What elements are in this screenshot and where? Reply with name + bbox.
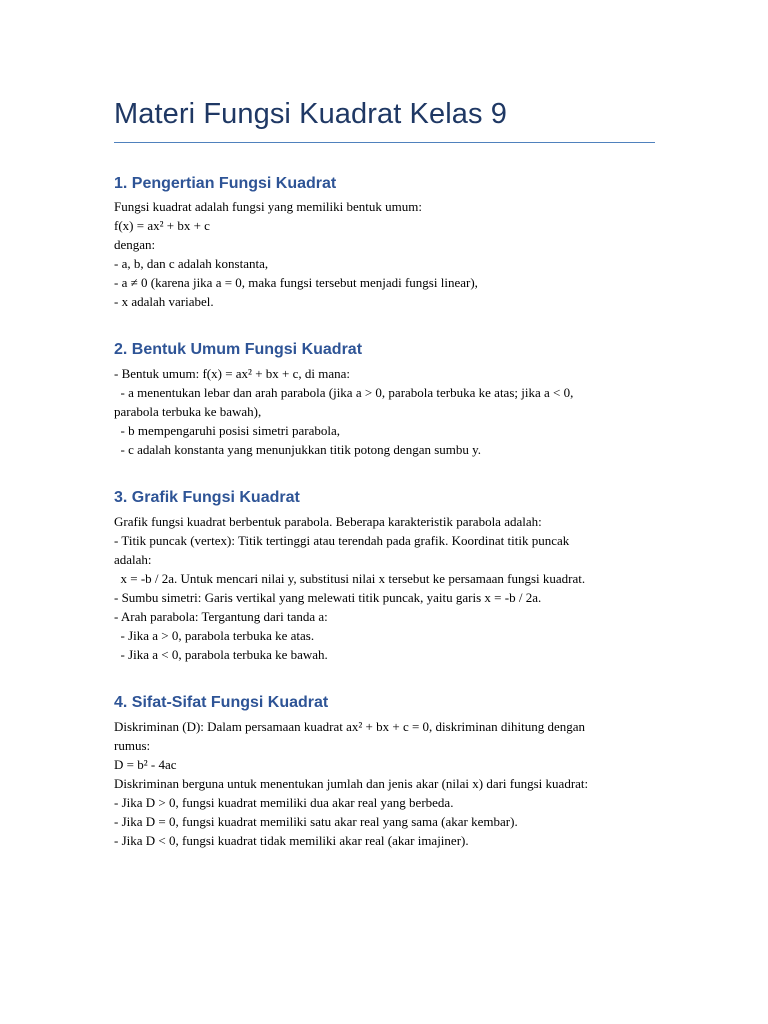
section-heading: 2. Bentuk Umum Fungsi Kuadrat [114,341,363,358]
list-item: - Jika D < 0, fungsi kuadrat tidak memiliki akar real (akar imajiner). [114,833,469,848]
list-item: - c adalah konstanta yang menunjukkan titik potong dengan sumbu y. [114,442,482,457]
formula-line: D = b² - 4ac [114,757,177,772]
document-page [114,94,655,850]
list-item: - a ≠ 0 (karena jika a = 0, maka fungsi tersebut menjadi fungsi linear), [114,275,478,290]
title-divider [114,142,655,143]
paragraph-line: dengan: [114,237,156,252]
section-pengertian [114,173,655,311]
list-item: - a, b, dan c adalah konstanta, [114,256,269,271]
formula-line: f(x) = ax² + bx + c [114,218,210,233]
paragraph-line: Grafik fungsi kuadrat berbentuk parabola. Beberapa karakteristik parabola adalah: [114,514,542,529]
section-heading: 3. Grafik Fungsi Kuadrat [114,489,300,506]
paragraph-line: Diskriminan berguna untuk menentukan jumlah dan jenis akar (nilai x) dari fungsi kuadrat: [114,776,589,791]
section-bentuk-umum [114,339,655,459]
section-grafik [114,487,655,664]
list-item: - Jika D > 0, fungsi kuadrat memiliki dua akar real yang berbeda. [114,795,454,810]
section-heading: 4. Sifat-Sifat Fungsi Kuadrat [114,694,329,711]
list-item: - Jika D = 0, fungsi kuadrat memiliki satu akar real yang sama (akar kembar). [114,814,518,829]
page-title: Materi Fungsi Kuadrat Kelas 9 [114,98,507,130]
section-heading: 1. Pengertian Fungsi Kuadrat [114,175,337,192]
list-item: - Jika a > 0, parabola terbuka ke atas. [114,628,315,643]
paragraph-line: adalah: [114,552,152,567]
list-item: - a menentukan lebar dan arah parabola (jika a > 0, parabola terbuka ke atas; jika a < 0, [114,385,574,400]
formula-line: x = -b / 2a. Untuk mencari nilai y, substitusi nilai x tersebut ke persamaan fungsi kuadrat. [114,571,586,586]
list-item: - b mempengaruhi posisi simetri parabola, [114,423,341,438]
list-item: - Titik puncak (vertex): Titik tertinggi atau terendah pada grafik. Koordinat titik puncak [114,533,570,548]
list-item: - Arah parabola: Tergantung dari tanda a: [114,609,328,624]
paragraph-line: Diskriminan (D): Dalam persamaan kuadrat ax² + bx + c = 0, diskriminan dihitung dengan [114,719,586,734]
list-item: - Jika a < 0, parabola terbuka ke bawah. [114,647,328,662]
list-item: - Bentuk umum: f(x) = ax² + bx + c, di mana: [114,366,351,381]
list-item: - x adalah variabel. [114,294,214,309]
section-sifat [114,692,655,850]
paragraph-line: rumus: [114,738,151,753]
paragraph-line: parabola terbuka ke bawah), [114,404,262,419]
paragraph-line: Fungsi kuadrat adalah fungsi yang memiliki bentuk umum: [114,199,422,214]
list-item: - Sumbu simetri: Garis vertikal yang melewati titik puncak, yaitu garis x = -b / 2a. [114,590,542,605]
